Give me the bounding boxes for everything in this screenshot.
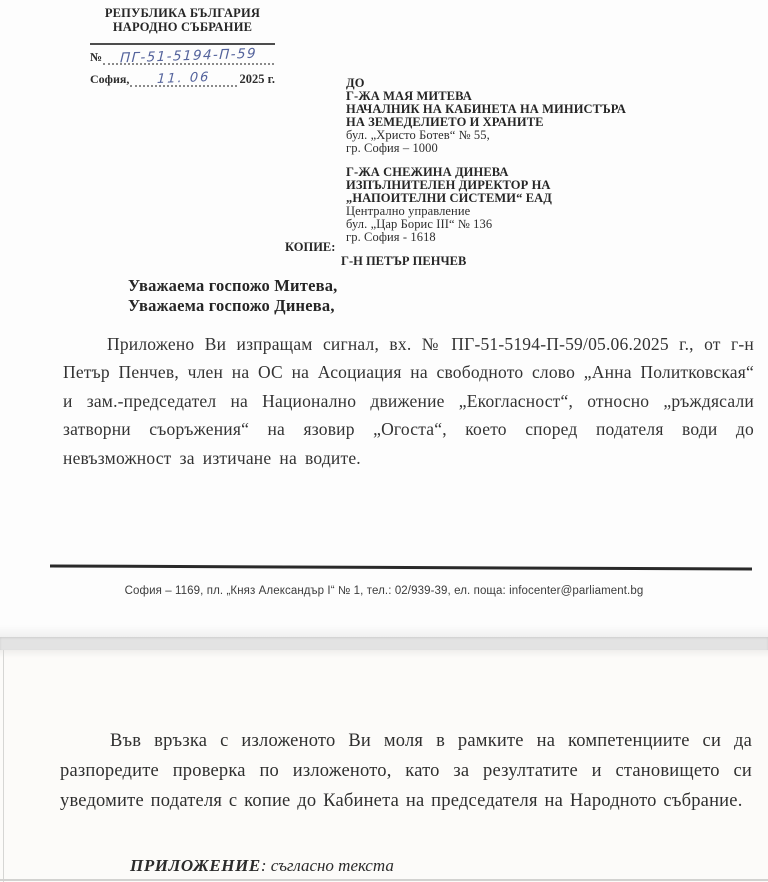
- letterhead: [90, 7, 275, 87]
- salutation-line-1: Уважаема госпожо Митева,: [128, 276, 338, 295]
- recipient2-address-street: бул. „Цар Борис III“ № 136: [346, 217, 493, 232]
- recipient2-name: Г-ЖА СНЕЖИНА ДИНЕВА: [346, 165, 509, 180]
- copy-label: КОПИЕ:: [285, 240, 336, 254]
- body-paragraph-2: Във връзка с изложеното Ви моля в рамките на компетенциите си да разпоредите проверка по изложеното, като за резултатите и становището си уведомите подателя с копие до Кабинета на председателя на Народното събрание.: [60, 731, 752, 811]
- attachment-value: : съгласно текста: [260, 856, 394, 875]
- copy-block: [285, 241, 466, 268]
- recipient1-title-line2: НА ЗЕМЕДЕЛИЕТО И ХРАНИТЕ: [346, 114, 544, 129]
- reference-number-handwritten: ПГ-51-5194-П-59: [119, 45, 258, 67]
- year-label: 2025 г.: [239, 72, 275, 86]
- date-handwritten: 11. 06: [156, 70, 211, 87]
- body-paragraph-1: Приложено Ви изпращам сигнал, вх. № ПГ-51-5194-П-59/05.06.2025 г., от г-н Петър Пенчев, член на ОС на Асоциация на свободното слово „Анна Политковская“ и зам.-председател на Национално движение „Екогласност“, относно „ръждясали затворни съоръжения“ на язовир „Огоста“, което според подателя води до невъзможност за изтичане на водите.: [63, 334, 754, 468]
- recipient1-title-line1: НАЧАЛНИК НА КАБИНЕТА НА МИНИСТЪРА: [346, 101, 627, 116]
- page-separator-band: [0, 637, 768, 650]
- reference-number-row: [90, 46, 275, 65]
- copy-recipient-name: Г-Н ПЕТЪР ПЕНЧЕВ: [341, 253, 467, 268]
- salutation-block: [128, 276, 337, 315]
- letterhead-org-line-2: НАРОДНО СЪБРАНИЕ: [112, 19, 253, 34]
- date-row: [90, 68, 275, 87]
- page2-scan-edge: [3, 650, 4, 882]
- recipient2-title-line1: ИЗПЪЛНИТЕЛЕН ДИРЕКТОР НА: [346, 178, 551, 193]
- letterhead-rule: [90, 43, 275, 45]
- letterhead-org-line-1: РЕПУБЛИКА БЪЛГАРИЯ: [104, 6, 261, 20]
- attachment-note: [130, 856, 394, 876]
- date-dotted-line: [130, 68, 237, 87]
- attachment-label: ПРИЛОЖЕНИЕ: [130, 856, 261, 875]
- footer-divider-rule: [50, 564, 752, 570]
- recipient2-address-city: гр. София - 1618: [346, 229, 436, 244]
- page2-bottom-edge: [0, 879, 768, 881]
- city-label: София,: [90, 72, 130, 86]
- recipient1-address-city: гр. София – 1000: [346, 140, 438, 155]
- recipient1-address-street: бул. „Христо Ботев“ № 55,: [346, 127, 490, 142]
- salutation-line-2: Уважаема госпожо Динева,: [128, 295, 335, 315]
- reference-number-dotted-line: [103, 46, 274, 65]
- to-label: ДО: [346, 76, 365, 90]
- recipient2-address-office: Централно управление: [346, 204, 471, 219]
- letter-page-2: [0, 650, 768, 882]
- number-sign-label: №: [90, 50, 103, 64]
- recipient1-name: Г-ЖА МАЯ МИТЕВА: [346, 88, 472, 103]
- recipient2-title-line2: „НАПОИТЕЛНИ СИСТЕМИ“ ЕАД: [346, 191, 552, 206]
- recipients-block: [346, 77, 626, 244]
- parliament-contact-footer: София – 1169, пл. „Княз Александър I“ № 1, тел.: 02/939-39, ел. поща: infocenter@parliament.bg: [124, 585, 644, 597]
